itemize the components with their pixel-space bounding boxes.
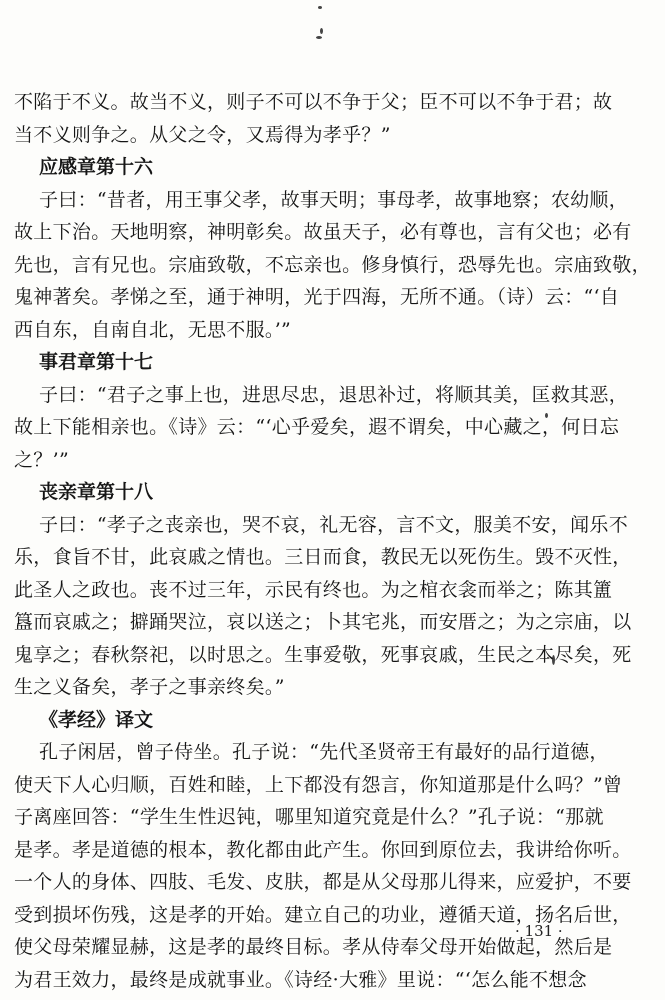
text-line: 生之义备矣，孝子之事亲终矣。” [14, 676, 285, 698]
text-line: 先也，言有兄也。宗庙致敬，不忘亲也。修身慎行，恐辱先也。宗庙致敬， [14, 253, 651, 276]
text-line: 受到损坏伤残，这是孝的开始。建立自己的功业，遵循天道，扬名后世， [14, 903, 632, 926]
paragraph-start-line: 子曰：“昔者，用王事父孝，故事天明；事母孝，故事地察；农幼顺， [39, 188, 629, 211]
paragraph-start-line: 孔子闲居，曾子侍坐。孔子说：“先代圣贤帝王有最好的品行道德， [39, 741, 609, 763]
page-number: · 131 · [515, 922, 563, 940]
text-line: 西自东，自南自北，无思不服。’” [14, 318, 292, 341]
paragraph-start-line: 子曰：“孝子之丧亲也，哭不哀，礼无容，言不文，服美不安，闻乐不 [39, 513, 629, 536]
text-line: 鬼享之；春秋祭祀，以时思之。生事爱敬，死事哀戚，生民之本尽矣，死 [14, 643, 632, 666]
text-line: 乐，食旨不甘，此哀戚之情也。三日而食，教民无以死伤生。毁不灭性， [14, 546, 632, 568]
text-line: 使父母荣耀显赫，这是孝的最终目标。孝从侍奉父母开始做起，然后是 [14, 936, 613, 958]
scan-speck [320, 28, 323, 34]
paragraph-start-line: 子曰：“君子之事上也，进思尽忠，退思补过，将顺其美，匡救其恶， [39, 383, 629, 406]
text-line: 为君王效力，最终是成就事业。《诗经·大雅》里说：“‘怎么能不想念 [14, 968, 587, 991]
section-heading: 丧亲章第十八 [39, 481, 154, 503]
text-line: 当不义则争之。从父之令，又焉得为孝乎？” [14, 123, 391, 146]
section-heading: 事君章第十七 [39, 351, 154, 373]
text-line: 簋而哀戚之；擗踊哭泣，哀以送之；卜其宅兆，而安厝之；为之宗庙，以 [14, 611, 632, 633]
text-line: 此圣人之政也。丧不过三年，示民有终也。为之棺衣衾而举之；陈其簠 [14, 578, 613, 601]
text-line: 不陷于不义。故当不义，则子不可以不争于父；臣不可以不争于君；故 [14, 91, 613, 113]
section-heading: 《孝经》译文 [39, 708, 154, 731]
text-line: 之？’” [14, 448, 69, 471]
body-text [14, 86, 651, 996]
scan-speck [318, 6, 322, 9]
text-line: 故上下治。天地明察，神明彰矣。故虽天子，必有尊也，言有父也；必有 [14, 221, 632, 243]
section-heading: 应感章第十六 [39, 156, 154, 178]
text-line: 故上下能相亲也。《诗》云：“‘心乎爱矣，遐不谓矣，中心藏之，何日忘 [14, 416, 620, 438]
text-line: 子离座回答：“学生生性迟钝，哪里知道究竟是什么？”孔子说：“那就 [14, 806, 604, 828]
text-line: 使天下人心归顺，百姓和睦，上下都没有怨言，你知道那是什么吗？”曾 [14, 773, 623, 796]
text-line: 鬼神著矣。孝悌之至，通于神明，光于四海，无所不通。（诗）云：“‘自 [14, 286, 620, 308]
scan-speck [316, 36, 322, 39]
text-line: 一个人的身体、四肢、毛发、皮肤，都是从父母那儿得来，应爱护，不要 [14, 871, 632, 893]
text-line: 是孝。孝是道德的根本，教化都由此产生。你回到原位去，我讲给你听。 [14, 838, 632, 861]
